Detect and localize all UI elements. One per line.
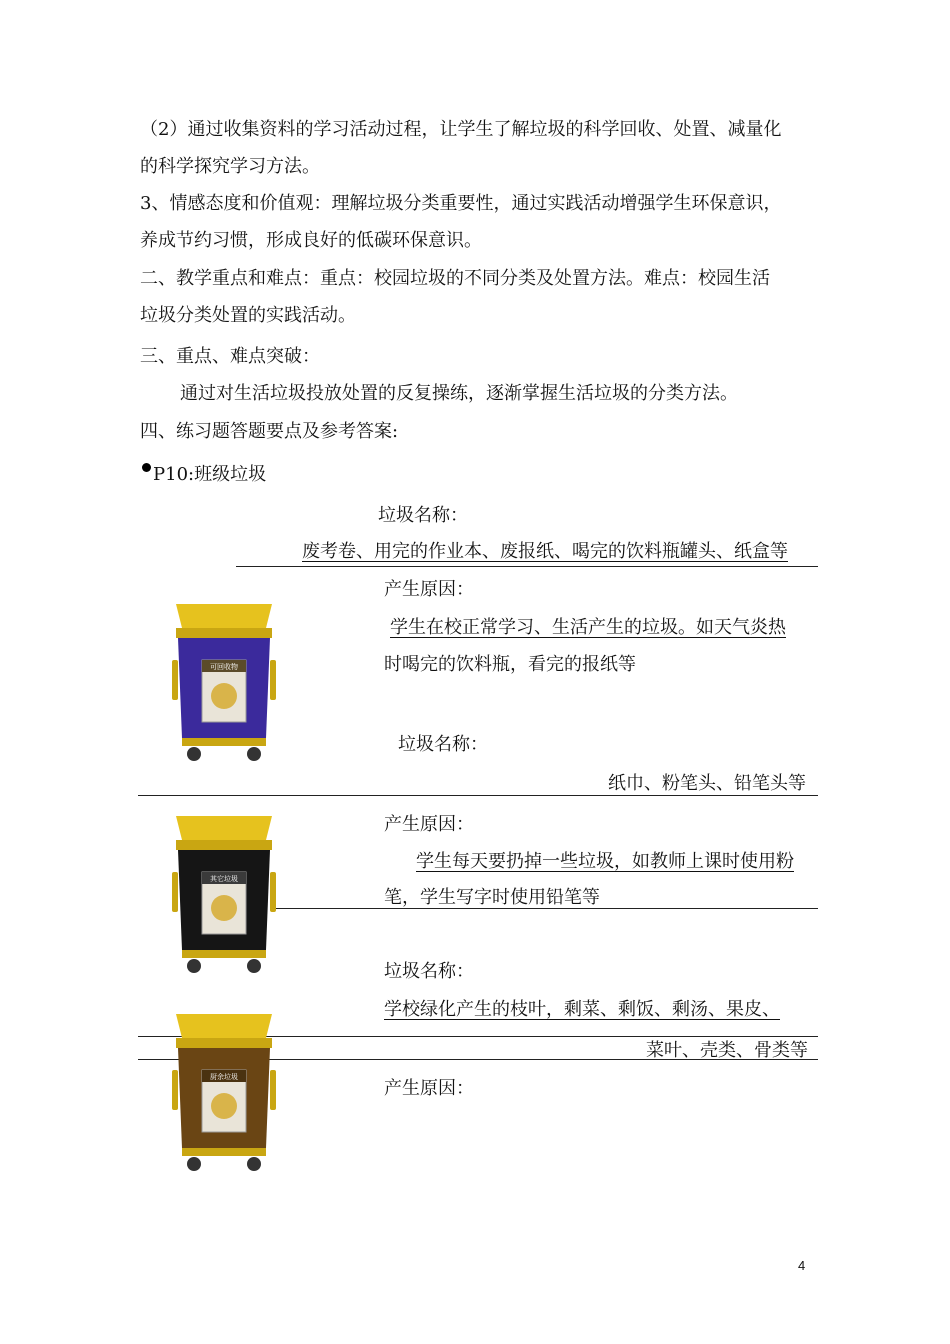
garbage-name-value: 菜叶、壳类、骨类等 xyxy=(646,1040,808,1061)
paragraph-line: 的科学探究学习方法。 xyxy=(140,156,320,177)
paragraph-line: 二、教学重点和难点：重点：校园垃圾的不同分类及处置方法。难点：校园生活 xyxy=(140,268,770,289)
svg-text:厨余垃圾: 厨余垃圾 xyxy=(210,1073,238,1081)
garbage-name-value xyxy=(302,540,788,564)
svg-text:其它垃圾: 其它垃圾 xyxy=(210,875,238,883)
answer-rule xyxy=(236,566,818,567)
reason-text: 学生每天要扔掉一些垃圾，如教师上课时使用粉 xyxy=(416,851,794,872)
garbage-name-text: 学校绿化产生的枝叶，剩菜、剩饭、剩汤、果皮、 xyxy=(384,999,780,1020)
paragraph-line: 垃圾分类处置的实践活动。 xyxy=(140,305,356,326)
reason-line: 笔，学生写字时使用铅笔等 xyxy=(384,887,600,908)
reason-label: 产生原因： xyxy=(384,1078,474,1099)
reason-line: 时喝完的饮料瓶，看完的报纸等 xyxy=(384,654,636,675)
garbage-name-value: 纸巾、粉笔头、铅笔头等 xyxy=(608,773,806,794)
svg-text:可回收物: 可回收物 xyxy=(210,663,238,671)
other-waste-bin-icon xyxy=(172,810,276,976)
paragraph-line: 3、情感态度和价值观：理解垃圾分类重要性，通过实践活动增强学生环保意识， xyxy=(140,193,782,214)
section-heading: 四、练习题答题要点及参考答案: xyxy=(140,421,399,442)
bullet-icon xyxy=(142,463,151,472)
garbage-name-label: 垃圾名称： xyxy=(378,505,468,526)
paragraph-line: 通过对生活垃圾投放处置的反复操练，逐渐掌握生活垃圾的分类方法。 xyxy=(180,383,738,404)
reason-text: 学生在校正常学习、生活产生的垃圾。如天气炎热 xyxy=(390,617,786,638)
kitchen-waste-bin-icon xyxy=(172,1008,276,1174)
page-number: 4 xyxy=(798,1258,806,1273)
reason-label: 产生原因： xyxy=(384,579,474,600)
reason-line xyxy=(390,616,786,640)
garbage-name-label: 垃圾名称： xyxy=(398,734,488,755)
answer-rule xyxy=(138,795,818,796)
paragraph-line: （2）通过收集资料的学习活动过程，让学生了解垃圾的科学回收、处置、减量化 xyxy=(140,119,782,140)
garbage-name-label: 垃圾名称： xyxy=(384,961,474,982)
garbage-name-text: 废考卷、用完的作业本、废报纸、喝完的饮料瓶罐头、纸盒等 xyxy=(302,541,788,562)
reason-label: 产生原因： xyxy=(384,814,474,835)
paragraph-line: 养成节约习惯，形成良好的低碳环保意识。 xyxy=(140,230,482,251)
section-heading: 三、重点、难点突破： xyxy=(140,346,320,367)
answer-rule xyxy=(274,908,818,909)
reason-line xyxy=(416,850,794,874)
garbage-name-value xyxy=(384,998,780,1022)
recyclable-bin-icon xyxy=(172,598,276,764)
exercise-title: P10:班级垃圾 xyxy=(153,464,267,485)
